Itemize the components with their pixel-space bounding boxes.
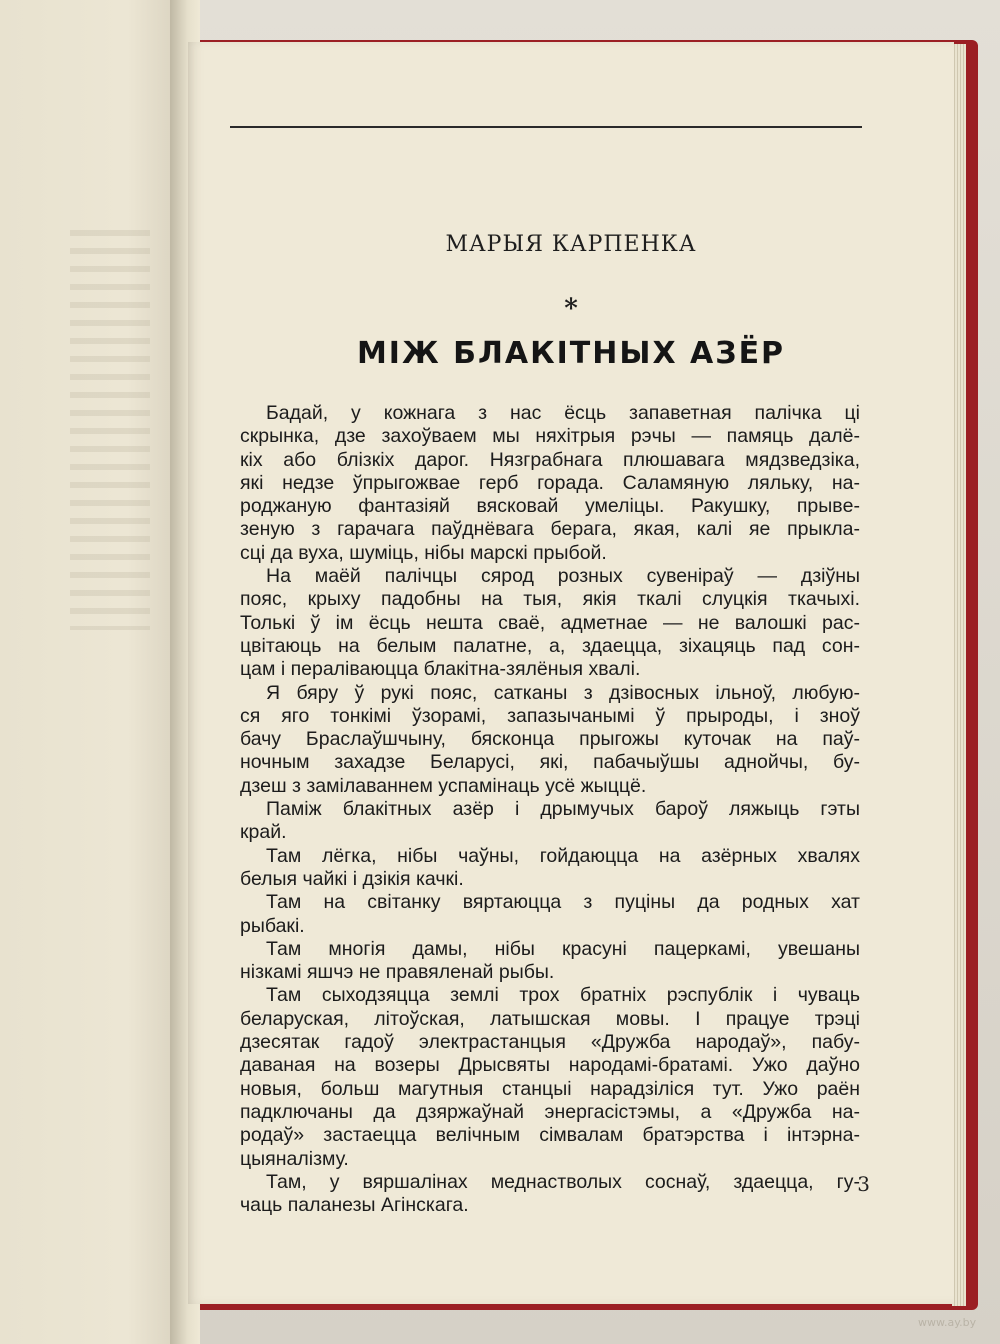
- text-line: Там лёгка, нібы чаўны, гойдаюцца на азёрных хвалях: [266, 844, 860, 867]
- text-line: ночным захадзе Беларусі, які, пабачыўшы аднойчы, бу-: [240, 751, 860, 774]
- author-name: МАРЫЯ КАРПЕНКА: [445, 232, 697, 257]
- text-line: чаць паланезы Агінскага.: [240, 1194, 469, 1217]
- paragraph: [240, 938, 860, 985]
- paragraph: [240, 798, 860, 845]
- text-line: дзесятак гадоў электрастанцыя «Дружба народаў», пабу-: [240, 1031, 860, 1054]
- text-line: Паміж блакітных азёр і дрымучых бароў ляжыць гэты: [266, 798, 860, 821]
- body-text: [240, 402, 860, 1217]
- chapter-title: МІЖ БЛАКІТНЫХ АЗЁР: [356, 336, 786, 371]
- paragraph: [240, 1171, 860, 1218]
- text-line: бачу Браслаўшчыну, бясконца прыгожы куточак на паў-: [240, 728, 860, 751]
- text-line: белыя чайкі і дзікія качкі.: [240, 867, 464, 890]
- text-line: сці да вуха, шуміць, нібы марскі прыбой.: [240, 541, 607, 564]
- text-line: Там сыходзяцца землі трох братніх рэспублік і чуваць: [266, 984, 860, 1007]
- paragraph: [240, 845, 860, 892]
- page-number: 3: [857, 1172, 870, 1196]
- text-line: нізкамі яшчэ не правяленай рыбы.: [240, 961, 555, 984]
- page-edges: [952, 44, 966, 1306]
- text-line: роджаную фантазіяй вясковай умеліцы. Ракушку, прывe-: [240, 495, 860, 518]
- text-line: падключаны да дзяржаўнай энергасістэмы, а «Дружба на-: [240, 1100, 860, 1123]
- header-rule: [230, 126, 862, 128]
- left-page: [0, 0, 182, 1344]
- paragraph: [240, 891, 860, 938]
- text-line: Бадай, у кожнага з нас ёсць запаветная палічка ці: [266, 402, 860, 424]
- text-line: цвітаюць на белым палатне, а, здаецца, зіхацяць пад сон-: [240, 634, 860, 657]
- text-line: Там, у вяршалінах меднастволых соснаў, здаецца, гу-: [266, 1170, 860, 1193]
- text-line: скрынка, дзе захоўваем мы няхітрыя рэчы — памяць далё-: [240, 425, 860, 448]
- text-line: новыя, больш магутныя станцыі нарадзіліся тут. Ужо раён: [240, 1077, 860, 1100]
- paragraph: [240, 565, 860, 681]
- ornament-asterisk: *: [564, 294, 578, 324]
- right-page: [188, 42, 954, 1304]
- text-line: родаў» застаецца велічным сімвалам братэрства і інтэрна-: [240, 1124, 860, 1147]
- text-line: ся яго тонкімі ўзорамі, запазычанымі ў прыроды, і зноў: [240, 704, 860, 727]
- text-line: зеную з гарачага паўднёвага берага, якая, калі яе прыкла-: [240, 518, 860, 541]
- text-line: пояс, крыху падобны на тыя, якія ткалі слуцкія ткачыхі.: [240, 588, 860, 611]
- paragraph: [240, 402, 860, 565]
- text-line: На маёй палічцы сярод розных сувеніраў — дзіўны: [266, 565, 860, 588]
- text-line: цыяналізму.: [240, 1147, 349, 1170]
- text-line: дзеш з замілаваннем успамінаць усё жыццё.: [240, 774, 647, 797]
- watermark: www.ay.by: [918, 1316, 977, 1329]
- text-line: які недзе ўпрыгожвае герб горада. Саламяную ляльку, на-: [240, 471, 860, 494]
- paragraph: [240, 682, 860, 798]
- text-line: рыбакі.: [240, 914, 305, 937]
- text-line: Толькі ў ім ёсць нешта сваё, адметнае — не валошкі рас-: [240, 611, 860, 634]
- paragraph: [240, 984, 860, 1170]
- left-page-bleed-through: [70, 230, 150, 630]
- text-line: кіх або блізкіх дарог. Нязграбнага плюшавага мядзведзіка,: [240, 448, 860, 471]
- text-line: Я бяру ў рукі пояс, сатканы з дзівосных ільноў, любую-: [266, 681, 860, 704]
- text-line: Там на світанку вяртаюцца з пуціны да родных хат: [266, 891, 860, 914]
- text-line: край.: [240, 821, 287, 844]
- text-line: даваная на возеры Дрысвяты народамі-братамі. Ужо даўно: [240, 1054, 860, 1077]
- text-line: Там многія дамы, нібы красуні пацеркамі, увешаны: [266, 937, 860, 960]
- text-line: беларуская, літоўская, латышская мовы. І працуе трэці: [240, 1007, 860, 1030]
- text-line: цам і пераліваюцца блакітна-зялёныя хвалі.: [240, 658, 641, 681]
